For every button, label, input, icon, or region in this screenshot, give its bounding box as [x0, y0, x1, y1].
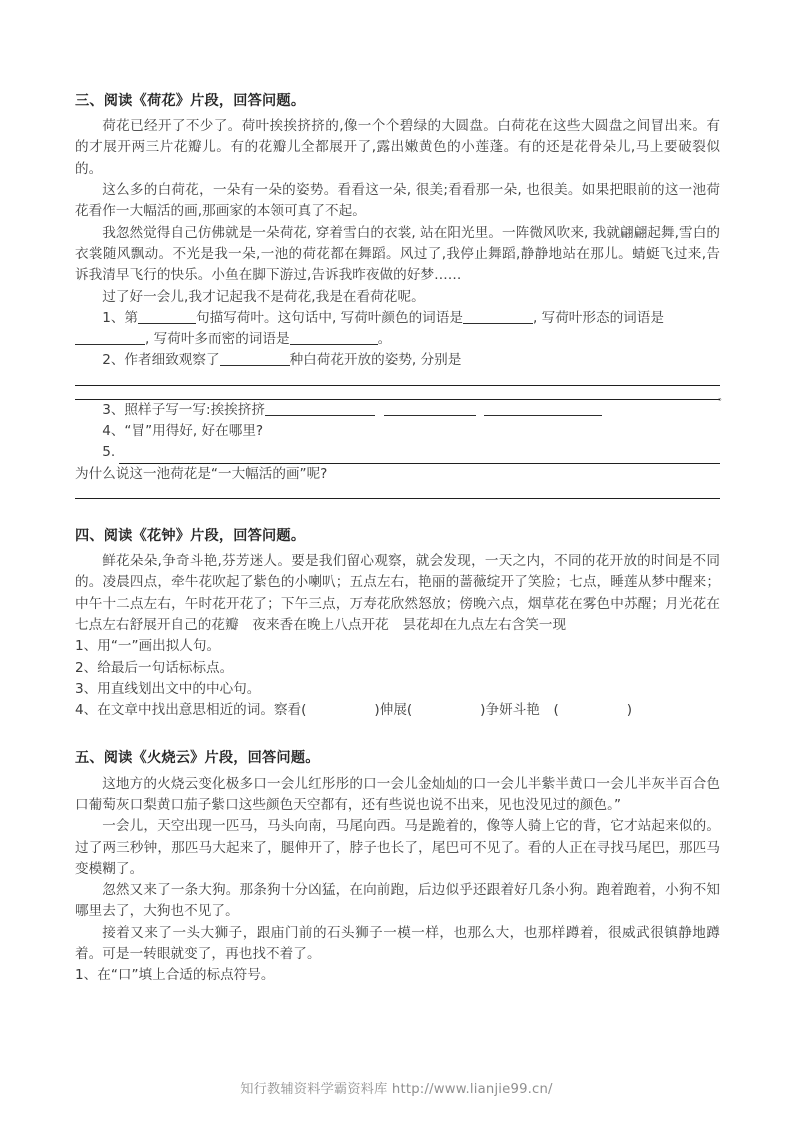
section-three-paragraph-1: 荷花已经开了不少了。荷叶挨挨挤挤的,像一个个碧绿的大圆盘。白荷花在这些大圆盘之间冒出来。有的才展开两三片花瓣儿。有的花瓣儿全都展开了,露出嫩黄色的小莲蓬。有的还是花骨朵儿,马上要破裂似的。: [75, 118, 720, 177]
section-three-paragraph-2: 这么多的白荷花，一朵有一朵的姿势。看看这一朵, 很美;看看那一朵, 也很美。如果把眼前的这一池荷花看作一大幅活的画,那画家的本领可真了不起。: [75, 182, 720, 220]
question-3-3-blank-1[interactable]: [265, 401, 375, 416]
page-footer: 知行教辅资料学霸资料库 http://www.lianjie99.cn/: [240, 1082, 553, 1097]
section-five: [75, 749, 720, 986]
question-3-1-blank-2[interactable]: [463, 309, 533, 324]
section-five-paragraph-4: 接着又来了一头大狮子，跟庙门前的石头狮子一模一样，也那么大，也那样蹲着，很威武很镇静地蹲着。可是一转眼就变了，再也找不着了。: [75, 924, 720, 963]
question-3-1-part-b: 句描写荷叶。这句话中, 写荷叶颜色的词语是: [196, 309, 463, 326]
question-3-1-blank-4[interactable]: [290, 330, 378, 345]
answer-line-end-mark: 。: [718, 391, 728, 403]
question-3-5: [75, 442, 720, 463]
question-3-2-part-a: 2、作者细致观察了: [102, 352, 220, 369]
section-four-paragraph-1: 鲜花朵朵,争奇斗艳,芬芳迷人。要是我们留心观察，就会发现，一天之内，不同的花开放的时间是不同的。凌晨四点，牵牛花吹起了紫色的小喇叭；五点左右，艳丽的蔷薇绽开了笑脸；七点，睡莲从梦中醒来；中午十二点左右，午时花开花了；下午三点，万寿花欣然怒放；傍晚六点，烟草花在雾色中苏醒；月光花在七点左右舒展开自己的花瓣 夜来香在晚上八点开花 昙花却在九点左右含笑一现: [75, 553, 720, 633]
section-four: [75, 527, 720, 722]
question-3-3-blank-3[interactable]: [484, 401, 602, 416]
section-five-paragraph-1: 这地方的火烧云变化极多口一会儿红彤彤的口一会儿金灿灿的口一会儿半紫半黄口一会儿半灰半百合色口葡萄灰口梨黄口茄子紫口这些颜色天空都有，还有些说也说不出来，见也没见过的颜色。”: [75, 775, 720, 813]
section-four-heading: 四、阅读《花钟》片段，回答问题。: [75, 527, 306, 544]
question-5-1: 1、在“口”填上合适的标点符号。: [75, 967, 275, 984]
question-3-1: [75, 308, 720, 329]
question-3-1-continued: [75, 329, 720, 350]
question-3-3-text: 3、照样子写一写:挨挨挤挤: [102, 401, 265, 418]
question-3-1-part-c: , 写荷叶形态的词语是: [532, 309, 664, 326]
question-3-2-answer-line-2-wrap: [75, 391, 728, 403]
question-3-3-blank-2[interactable]: [384, 401, 476, 416]
section-five-paragraph-2: 一会儿，天空出现一匹马，马头向南，马尾向西。马是跪着的，像等人骑上它的背，它才站起来似的。过了两三秒钟，那匹马大起来了，腿伸开了，脖子也长了，尾巴可不见了。看的人正在寻找马尾巴，那匹马变模糊了。: [75, 818, 720, 877]
section-three-paragraph-3: 我忽然觉得自己仿佛就是一朵荷花, 穿着雪白的衣裳, 站在阳光里。一阵微风吹来, 我就翩翩起舞,雪白的衣裳随风飘动。不光是我一朵,一池的荷花都在舞蹈。风过了,我停止舞蹈,静静地站在那儿。蜻蜓飞过来,告诉我清早飞行的快乐。小鱼在脚下游过,告诉我昨夜做的好梦……: [75, 224, 720, 284]
question-3-1-blank-3[interactable]: [75, 330, 145, 345]
section-five-paragraph-3: 忽然又来了一条大狗。那条狗十分凶猛，在向前跑，后边似乎还跟着好几条小狗。跑着跑着，小狗不知哪里去了，大狗也不见了。: [75, 882, 720, 920]
question-3-4: 4、“冒”用得好, 好在哪里?: [102, 423, 264, 440]
question-3-1-part-e: 。: [377, 331, 392, 348]
question-3-3: [75, 400, 720, 421]
question-4-2: 2、给最后一句话标标点。: [75, 659, 234, 676]
question-3-2: [75, 350, 720, 371]
question-4-1: 1、用“一”画出拟人句。: [75, 638, 221, 655]
question-3-2-answer-line-2[interactable]: [75, 399, 720, 400]
section-five-heading: 五、阅读《火烧云》片段，回答问题。: [75, 750, 320, 767]
question-4-3: 3、用直线划出文中的中心句。: [75, 680, 261, 697]
question-3-2-answer-line-1[interactable]: [75, 385, 720, 386]
question-3-1-part-a: 1、第: [102, 309, 139, 326]
question-3-5-number: 5.: [102, 444, 116, 461]
section-three-heading: 三、阅读《荷花》片段，回答问题。: [75, 93, 306, 109]
section-three: [75, 92, 728, 499]
question-3-5-answer-line-2[interactable]: [75, 498, 720, 499]
question-4-4: 4、在文章中找出意思相近的词。察看( )伸展( )争妍斗艳 ( ): [75, 702, 633, 719]
section-gap-three-four: [75, 501, 720, 527]
section-three-paragraph-4: 过了好一会儿,我才记起我不是荷花,我是在看荷花呢。: [102, 288, 425, 305]
question-3-5-answer-line[interactable]: [119, 448, 720, 464]
question-3-2-blank-1[interactable]: [220, 351, 290, 366]
question-3-1-blank-1[interactable]: [138, 309, 196, 324]
question-3-2-part-b: 种白荷花开放的姿势, 分别是: [289, 352, 462, 369]
question-3-1-part-d: , 写荷叶多而密的词语是: [145, 331, 290, 348]
section-gap-four-five: [75, 723, 720, 749]
question-3-5-text: 为什么说这一池荷花是“一大幅活的画”呢?: [75, 465, 328, 482]
